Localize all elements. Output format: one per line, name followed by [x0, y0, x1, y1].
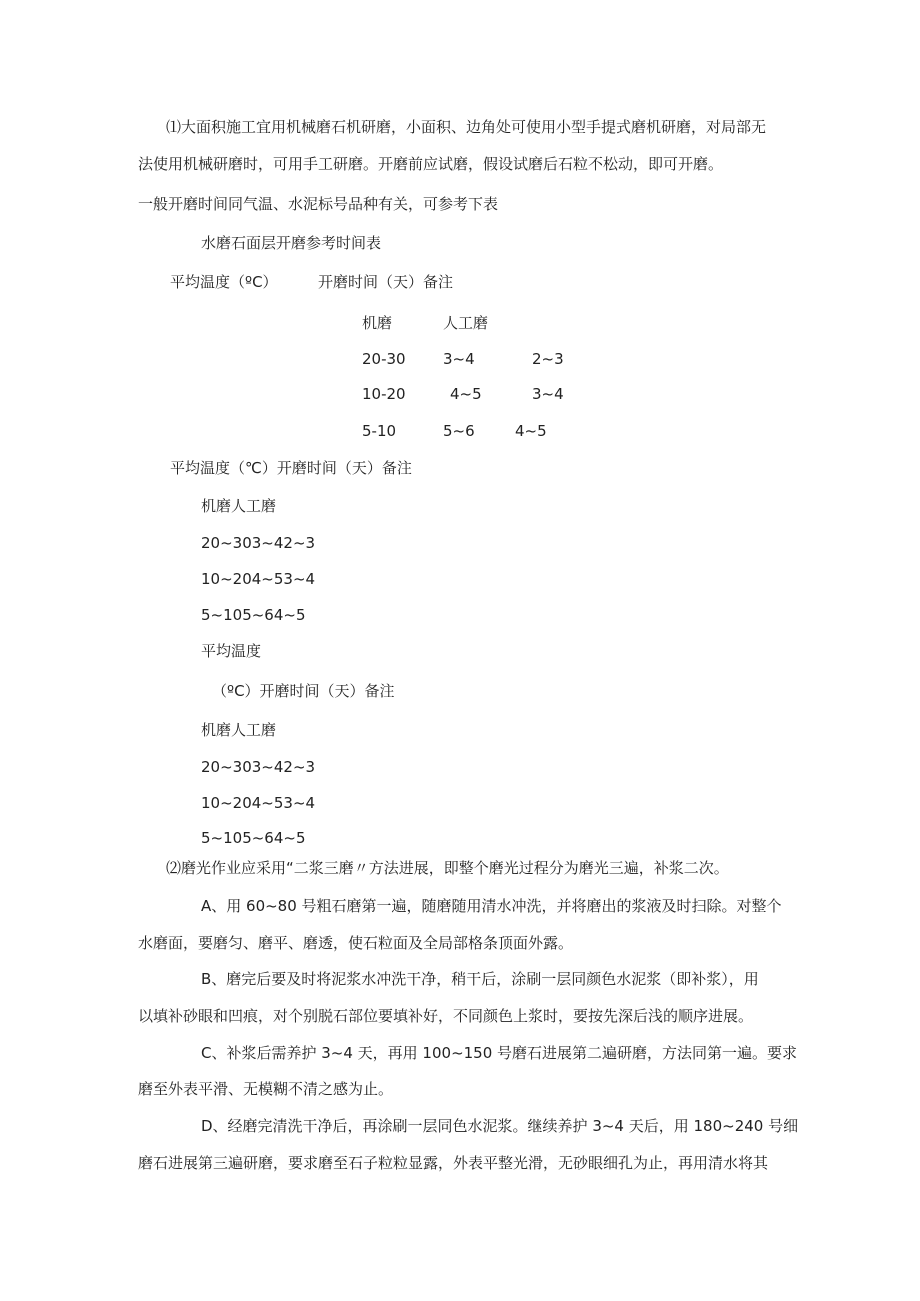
table1-title: 水磨石面层开磨参考时间表: [201, 234, 382, 252]
table1-row1-manual: 2~3: [532, 350, 564, 368]
table1-row1-temp: 20-30: [362, 350, 406, 368]
table3-row2: 10~204~53~4: [201, 794, 316, 812]
table1-row2-manual: 3~4: [532, 385, 564, 403]
table1-row3-temp: 5-10: [362, 422, 397, 440]
para1-line2: 法使用机械研磨时，可用手工研磨。开磨前应试磨，假设试磨后石粒不松动，即可开磨。: [138, 155, 724, 173]
table1-row2-temp: 10-20: [362, 385, 406, 403]
table2-row1: 20~303~42~3: [201, 534, 316, 552]
stepC-line2: 磨至外表平滑、无模糊不清之感为止。: [138, 1080, 394, 1098]
table3-row3: 5~105~64~5: [201, 829, 306, 847]
table3-header-b: （ºC）开磨时间（天）备注: [212, 682, 395, 700]
table3-header-a: 平均温度: [201, 642, 262, 660]
table2-sub: 机磨人工磨: [201, 497, 277, 515]
stepB-line2: 以填补砂眼和凹痕，对个别脱石部位要填补好，不同颜色上浆时，要按先深后浅的顺序进展。: [138, 1007, 754, 1025]
table2-header: 平均温度（℃）开磨时间（天）备注: [170, 459, 412, 477]
table1-row2-machine: 4~5: [450, 385, 482, 403]
stepD-line1: D、经磨完清洗干净后，再涂刷一层同色水泥浆。继续养护 3~4 天后，用 180~240 号细: [201, 1117, 799, 1135]
table1-row3-manual: 4~5: [515, 422, 547, 440]
table1-row1-machine: 3~4: [443, 350, 475, 368]
stepD-line2: 磨石进展第三遍研磨，要求磨至石子粒粒显露，外表平整光滑，无砂眼细孔为止，再用清水将其: [138, 1154, 769, 1172]
table3-row1: 20~303~42~3: [201, 758, 316, 776]
intro-text: 一般开磨时间同气温、水泥标号品种有关，可参考下表: [138, 195, 499, 213]
stepB-line1: B、磨完后要及时将泥浆水冲洗干净，稍干后，涂刷一层同颜色水泥浆（即补浆），用: [201, 970, 759, 988]
table3-sub: 机磨人工磨: [201, 721, 277, 739]
stepC-line1: C、补浆后需养护 3~4 天，再用 100~150 号磨石进展第二遍研磨，方法同第一遍。要求: [201, 1044, 798, 1062]
table2-row3: 5~105~64~5: [201, 606, 306, 624]
stepA-line2: 水磨面，要磨匀、磨平、磨透，使石粒面及全局部格条顶面外露。: [138, 934, 574, 952]
stepA-line1: A、用 60~80 号粗石磨第一遍，随磨随用清水冲洗，并将磨出的浆液及时扫除。对整个: [201, 897, 782, 915]
para1-line1: ⑴大面积施工宜用机械磨石机研磨，小面积、边角处可使用小型手提式磨机研磨，对局部无: [166, 118, 767, 136]
table2-row2: 10~204~53~4: [201, 570, 316, 588]
table1-row3-machine: 5~6: [443, 422, 475, 440]
table1-sub-manual: 人工磨: [443, 314, 489, 332]
table1-header-temp: 平均温度（ºC）: [170, 273, 278, 291]
table1-sub-machine: 机磨: [362, 314, 393, 332]
para2-text: ⑵磨光作业应采用“二浆三磨〃方法进展，即整个磨光过程分为磨光三遍，补浆二次。: [166, 859, 729, 877]
table1-header-time: 开磨时间（天）备注: [318, 273, 454, 291]
